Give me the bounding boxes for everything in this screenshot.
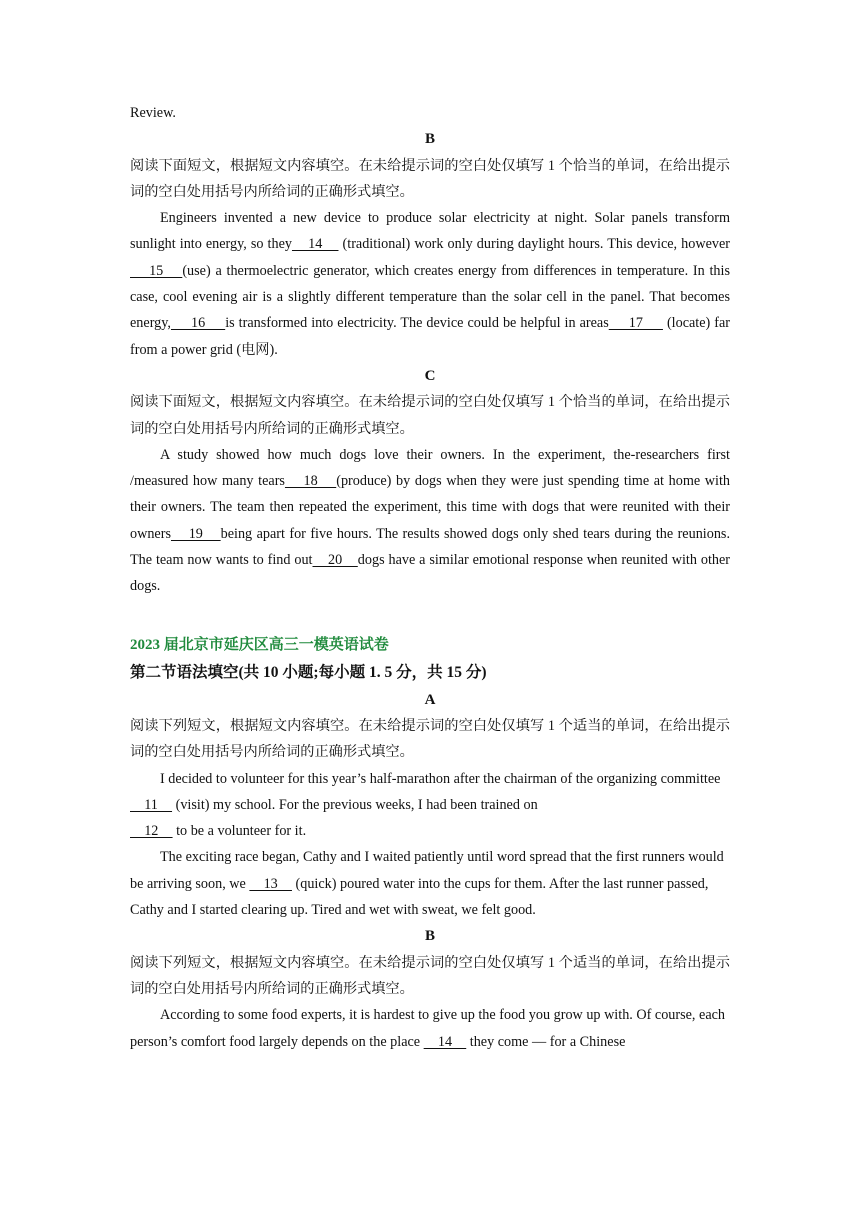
document-page [130, 100, 730, 1055]
blank-19: 19 [170, 525, 221, 542]
passage-text: (produce) by dogs when they were just spending time at home with their owners. The team then repeated the experiment, this time with dogs that were reunited with their owners [130, 473, 731, 542]
blank-11: 11 [130, 796, 173, 813]
passage-text: (traditional) work only during daylight hours. This device, however [338, 236, 730, 253]
review-line: Review. [130, 105, 176, 121]
blank-15: 15 [130, 262, 183, 279]
passage-text: The exciting race began, Cathy and I waited patiently until word spread that the first runners would be arriving soon, we [130, 849, 724, 892]
passage-a-paragraph-2 [130, 844, 730, 923]
passage-heading-c: C [424, 367, 436, 384]
passage-a-paragraph-1 [130, 766, 730, 845]
blank-13: 13 [249, 875, 292, 892]
passage-text: According to some food experts, it is hardest to give up the food you grow up with. Of course, each person’s comfort food largely depends on the place [130, 1007, 726, 1050]
passage-heading-b1: B [424, 131, 435, 148]
instruction-text-3: 阅读下列短文，根据短文内容填空。在未给提示词的空白处仅填写 1 个适当的单词，在给出提示词的空白处用括号内所给词的正确形式填空。 [130, 717, 730, 761]
passage-text: (locate) far from a power grid (电网). [130, 315, 731, 358]
passage-b1-paragraph [130, 205, 730, 363]
blank-18: 18 [284, 473, 337, 490]
blank-14b: 14 [423, 1033, 467, 1050]
blank-14: 14 [291, 236, 339, 253]
passage-text: they come — for a Chinese [466, 1033, 626, 1050]
instruction-text-2: 阅读下面短文，根据短文内容填空。在未给提示词的空白处仅填写 1 个恰当的单词，在给出提示词的空白处用括号内所给词的正确形式填空。 [130, 394, 730, 437]
instruction-text-4: 阅读下列短文，根据短文内容填空。在未给提示词的空白处仅填写 1 个适当的单词，在给出提示词的空白处用括号内所给词的正确形式填空。 [130, 954, 730, 997]
passage-text: is transformed into electricity. The device could be helpful in areas [225, 315, 609, 332]
passage-heading-b2: B [424, 928, 435, 945]
blank-12: 12 [130, 823, 173, 840]
passage-text: A study showed how much dogs love their owners. In the experiment, the-researchers first /measured how many tears [130, 446, 730, 490]
passage-b2-paragraph [130, 1002, 730, 1055]
passage-text: (visit) my school. For the previous weeks, I had been trained on [172, 796, 538, 813]
passage-text: (use) a thermoelectric generator, which creates energy from differences in temperature. In this case, cool evening air is a slightly different temperature than the solar cell in the panel. That becomes energy, [130, 262, 730, 332]
passage-text: I decided to volunteer for this year’s half-marathon after the chairman of the organizing committee [160, 770, 721, 787]
passage-text: (quick) poured water into the cups for them. After the last runner passed, Cathy and I started clearing up. Tired and wet with sweat, we felt good. [130, 875, 709, 919]
passage-heading-a: A [424, 691, 436, 708]
passage-text: dogs have a similar emotional response when reunited with other dogs. [130, 552, 730, 595]
instruction-text-1: 阅读下面短文，根据短文内容填空。在未给提示词的空白处仅填写 1 个恰当的单词，在给出提示词的空白处用括号内所给词的正确形式填空。 [130, 157, 730, 200]
blank-20: 20 [312, 552, 358, 569]
blank-17: 17 [608, 315, 663, 332]
blank-16: 16 [170, 315, 226, 332]
passage-text: being apart for five hours. The results showed dogs only shed tears during the reunions. The team now wants to find out [130, 525, 730, 569]
exam-title: 2023 届北京市延庆区高三一模英语试卷 [130, 636, 389, 653]
section-title: 第二节语法填空(共 10 小题;每小题 1. 5 分，共 15 分) [130, 663, 487, 681]
passage-text: to be a volunteer for it. [172, 823, 307, 840]
passage-c-paragraph [130, 442, 730, 600]
passage-text: Engineers invented a new device to produce solar electricity at night. Solar panels transform sunlight into energy, so they [130, 210, 730, 253]
